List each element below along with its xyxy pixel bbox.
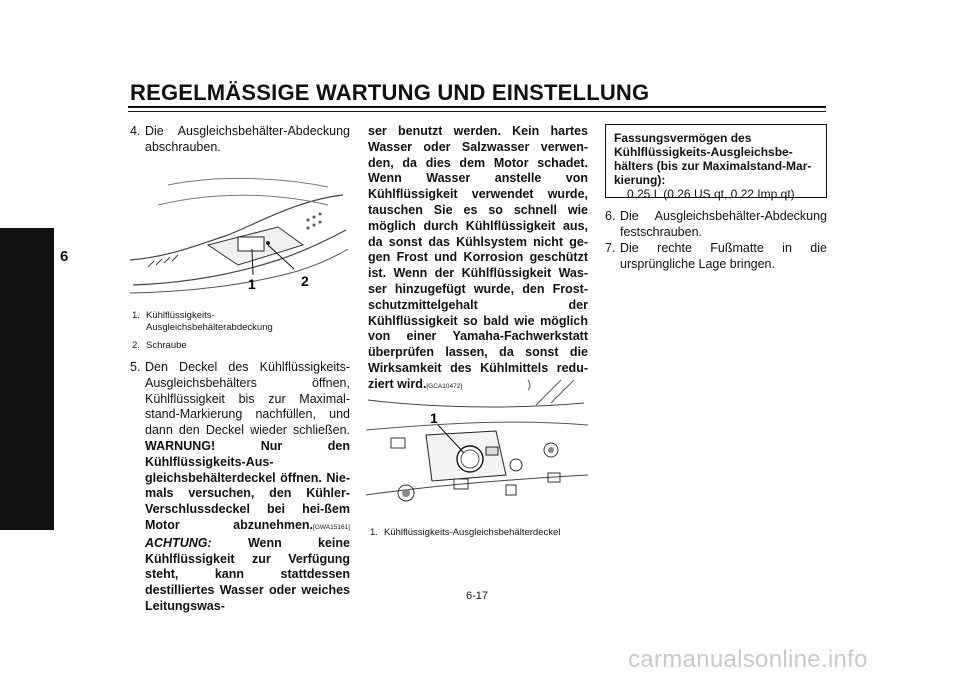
caption-item bbox=[132, 310, 352, 334]
achtung-label: ACHTUNG: bbox=[145, 535, 212, 550]
caption-number: 2. bbox=[132, 340, 140, 351]
screw bbox=[266, 241, 270, 245]
step-number: 7. bbox=[605, 241, 616, 255]
step-7 bbox=[605, 241, 827, 273]
callout-2: 2 bbox=[301, 273, 309, 289]
step-number: 4. bbox=[130, 124, 141, 138]
caption-number: 1. bbox=[370, 527, 378, 538]
watermark: carmanualsonline.info bbox=[628, 646, 868, 673]
caption-text: Kühlflüssigkeits- Ausgleichsbehälterabdeckung bbox=[146, 310, 273, 333]
section-number: 6 bbox=[60, 248, 69, 265]
step-text: Die Ausgleichsbehälter-Abdeckung abschrauben. bbox=[145, 124, 350, 154]
coolant-cover bbox=[238, 237, 264, 251]
step-4 bbox=[130, 124, 350, 156]
page-number: 6-17 bbox=[466, 590, 489, 602]
warning-text: Kühlflüssigkeits-Aus-gleichsbehälterdeckel öffnen. Nie-mals versuchen, den Kühler-Verschlussdeckel bei hei-ßem Motor abzunehmen. bbox=[145, 454, 350, 532]
caption-text: Kühlflüssigkeits-Ausgleichsbehälterdeckel bbox=[384, 527, 561, 538]
seat-outline bbox=[168, 178, 328, 187]
achtung-text: Wenn keine Kühlflüssigkeit zur Verfügung steht, kann stattdessen destilliertes Wasser oder weiches Leitungswas- bbox=[145, 535, 350, 613]
callout-1: 1 bbox=[430, 410, 438, 426]
section-tab bbox=[0, 228, 54, 530]
caption-item bbox=[132, 340, 352, 352]
figure-coolant-cover bbox=[128, 165, 350, 303]
callout-1: 1 bbox=[248, 276, 256, 292]
figure-coolant-cap bbox=[366, 375, 588, 518]
caution-code: [GCA10472] bbox=[426, 382, 463, 390]
step-text: Die Ausgleichsbehälter-Abdeckung festschrauben. bbox=[620, 209, 827, 239]
step-5 bbox=[130, 360, 350, 615]
header-rule-thin bbox=[128, 111, 826, 112]
step-6 bbox=[605, 209, 827, 241]
header-rule bbox=[128, 106, 826, 108]
caution-continuation: ser benutzt werden. Kein hartes Wasser oder Salzwasser verwen-den, da dies dem Motor schadet. Wenn Wasser anstelle von Kühlflüssigkeit verwendet wurde, tauschen Sie es so schnell wie möglich durch Kühlflüssigkeit aus, da sonst das Kühlsystem nicht ge-gen Frost und Korrosion geschützt ist. Wenn der Kühlflüssigkeit Was-ser hinzugefügt wurde, den Frost-schutzmittelgehalt der Kühlflüssigkeit so bald wie möglich von einer Yamaha-Fachwerkstatt überprüfen lassen, da sonst die Wirksamkeit des Kühlmittels redu-ziert wird.[GCA10472] bbox=[368, 124, 588, 391]
page-title: REGELMÄSSIGE WARTUNG UND EINSTELLUNG bbox=[130, 80, 650, 105]
step-text: Die rechte Fußmatte in die ursprüngliche Lage bringen. bbox=[620, 241, 827, 271]
figure-caption-item bbox=[370, 527, 590, 539]
caption-text: Schraube bbox=[146, 340, 187, 351]
step-number: 5. bbox=[130, 360, 141, 374]
caption-number: 1. bbox=[132, 310, 140, 321]
warning-code: [GWA15161] bbox=[313, 523, 350, 531]
capacity-box bbox=[605, 124, 827, 201]
figure-caption-list bbox=[132, 310, 352, 352]
step-number: 6. bbox=[605, 209, 616, 223]
step-text: Den Deckel des Kühlflüssigkeits-Ausgleichsbehälters öffnen, Kühlflüssigkeit bis zur Maximal-stand-Markierung nachfüllen, und dann den Deckel wieder schließen. WARNUNG! Nur den Kühlflüssigkeits-Aus-gleichsbehälterdeckel öffnen. Nie-mals versuchen, den Kühler-Verschlussdeckel bei hei-ßem Motor abzunehmen.[GWA15161] ACHTUNG: Wenn keine Kühlflüssigkeit zur Verfügung steht, kann stattdessen destilliertes Wasser oder weiches Leitungswas- bbox=[145, 360, 350, 613]
capacity-title: Fassungsvermögen des Kühlflüssigkeits-Ausgleichsbe-hälters (bis zur Maximalstand-Mar-kierung): bbox=[614, 131, 812, 187]
warning-lead: WARNUNG! Nur den bbox=[145, 438, 350, 453]
capacity-value: 0.25 L (0.26 US qt, 0.22 Imp.qt) bbox=[627, 187, 795, 201]
